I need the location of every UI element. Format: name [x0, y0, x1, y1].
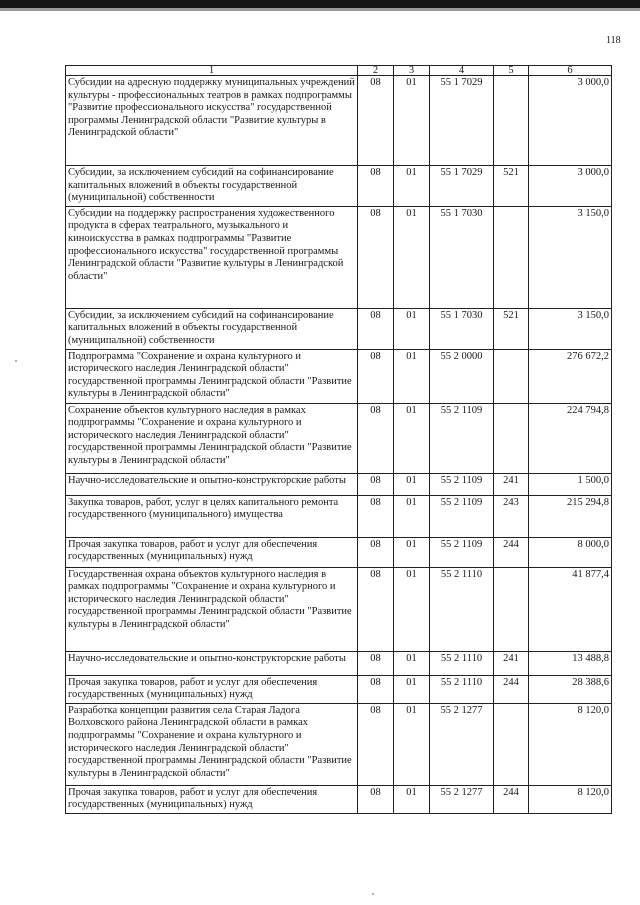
expense-type-code: [494, 403, 529, 473]
section-code: 08: [358, 473, 394, 495]
expense-type-code: 241: [494, 651, 529, 675]
section-code: 08: [358, 675, 394, 703]
subsection-code: 01: [394, 76, 430, 166]
column-header: 3: [394, 66, 430, 76]
row-name: Разработка концепции развития села Старая Ладога Волховского района Ленинградской области в рамках подпрограммы "Сохранение и охрана культурного и исторического наследия Ленинградской области" государственной программы Ленинградской области "Развитие культуры в Ленинградской области": [66, 703, 358, 785]
amount-value: 1 500,0: [529, 473, 612, 495]
table-row: [66, 349, 612, 403]
section-code: 08: [358, 403, 394, 473]
subsection-code: 01: [394, 166, 430, 207]
amount-value: 8 000,0: [529, 537, 612, 567]
row-name: Государственная охрана объектов культурного наследия в рамках подпрограммы "Сохранение и охрана культурного и исторического наследия Ленинградской области" государственной программы Ленинградской области "Развитие культуры в Ленинградской области": [66, 567, 358, 651]
header-row: [66, 66, 612, 76]
row-name: Субсидии, за исключением субсидий на софинансирование капитальных вложений в объекты государственной (муниципальной) собственности: [66, 308, 358, 349]
target-article-code: 55 2 1277: [430, 703, 494, 785]
section-code: 08: [358, 166, 394, 207]
subsection-code: 01: [394, 651, 430, 675]
amount-value: 28 388,6: [529, 675, 612, 703]
column-header: 1: [66, 66, 358, 76]
subsection-code: 01: [394, 349, 430, 403]
row-name: Субсидии, за исключением субсидий на софинансирование капитальных вложений в объекты государственной (муниципальной) собственности: [66, 166, 358, 207]
column-header: 5: [494, 66, 529, 76]
subsection-code: 01: [394, 403, 430, 473]
target-article-code: 55 1 7029: [430, 76, 494, 166]
expense-type-code: [494, 567, 529, 651]
amount-value: 8 120,0: [529, 703, 612, 785]
section-code: 08: [358, 785, 394, 813]
expense-type-code: [494, 703, 529, 785]
column-header: 4: [430, 66, 494, 76]
row-name: Субсидии на адресную поддержку муниципальных учреждений культуры - профессиональных театров в рамках подпрограммы "Развитие профессионального искусства" государственной программы Ленинградской области "Развитие культуры в Ленинградской области": [66, 76, 358, 166]
subsection-code: 01: [394, 206, 430, 308]
table-row: [66, 473, 612, 495]
table-row: [66, 703, 612, 785]
column-header: 2: [358, 66, 394, 76]
target-article-code: 55 2 1109: [430, 495, 494, 537]
section-code: 08: [358, 206, 394, 308]
target-article-code: 55 2 1277: [430, 785, 494, 813]
expense-type-code: 241: [494, 473, 529, 495]
row-name: Научно-исследовательские и опытно-конструкторские работы: [66, 651, 358, 675]
table-row: [66, 308, 612, 349]
target-article-code: 55 2 1109: [430, 537, 494, 567]
target-article-code: 55 2 1109: [430, 403, 494, 473]
subsection-code: 01: [394, 495, 430, 537]
target-article-code: 55 2 0000: [430, 349, 494, 403]
target-article-code: 55 1 7029: [430, 166, 494, 207]
section-code: 08: [358, 76, 394, 166]
row-name: Научно-исследовательские и опытно-конструкторские работы: [66, 473, 358, 495]
section-code: 08: [358, 703, 394, 785]
table-row: [66, 785, 612, 813]
column-header: 6: [529, 66, 612, 76]
expense-type-code: [494, 349, 529, 403]
target-article-code: 55 2 1109: [430, 473, 494, 495]
table-row: [66, 403, 612, 473]
expense-type-code: 244: [494, 675, 529, 703]
section-code: 08: [358, 308, 394, 349]
target-article-code: 55 2 1110: [430, 651, 494, 675]
scan-speck: [15, 360, 17, 362]
subsection-code: 01: [394, 703, 430, 785]
budget-table: [65, 65, 612, 814]
amount-value: 3 150,0: [529, 206, 612, 308]
row-name: Сохранение объектов культурного наследия в рамках подпрограммы "Сохранение и охрана культурного и исторического наследия Ленинградской области" государственной программы Ленинградской области "Развитие культуры в Ленинградской области": [66, 403, 358, 473]
expense-type-code: 521: [494, 166, 529, 207]
amount-value: 13 488,8: [529, 651, 612, 675]
row-name: Закупка товаров, работ, услуг в целях капитального ремонта государственного (муниципального) имущества: [66, 495, 358, 537]
expense-type-code: [494, 206, 529, 308]
amount-value: 224 794,8: [529, 403, 612, 473]
subsection-code: 01: [394, 537, 430, 567]
scan-top-shadow: [0, 8, 640, 11]
target-article-code: 55 2 1110: [430, 567, 494, 651]
subsection-code: 01: [394, 675, 430, 703]
expense-type-code: 244: [494, 537, 529, 567]
scan-top-border: [0, 0, 640, 8]
page-number: 118: [606, 35, 621, 46]
expense-type-code: 521: [494, 308, 529, 349]
subsection-code: 01: [394, 308, 430, 349]
row-name: Прочая закупка товаров, работ и услуг для обеспечения государственных (муниципальных) нужд: [66, 537, 358, 567]
subsection-code: 01: [394, 473, 430, 495]
section-code: 08: [358, 651, 394, 675]
amount-value: 276 672,2: [529, 349, 612, 403]
target-article-code: 55 1 7030: [430, 206, 494, 308]
row-name: Прочая закупка товаров, работ и услуг для обеспечения государственных (муниципальных) нужд: [66, 785, 358, 813]
scan-speck: [372, 893, 374, 895]
section-code: 08: [358, 495, 394, 537]
table-row: [66, 166, 612, 207]
table-row: [66, 567, 612, 651]
table-row: [66, 206, 612, 308]
table-row: [66, 651, 612, 675]
amount-value: 3 000,0: [529, 166, 612, 207]
expense-type-code: 243: [494, 495, 529, 537]
table-row: [66, 76, 612, 166]
subsection-code: 01: [394, 567, 430, 651]
row-name: Подпрограмма "Сохранение и охрана культурного и исторического наследия Ленинградской области" государственной программы Ленинградской области "Развитие культуры в Ленинградской области": [66, 349, 358, 403]
row-name: Субсидии на поддержку распространения художественного продукта в сферах театрального, музыкального и киноискусства в рамках подпрограммы "Развитие профессионального искусства" государственной программы Ленинградской области "Развитие культуры в Ленинградской области": [66, 206, 358, 308]
amount-value: 215 294,8: [529, 495, 612, 537]
section-code: 08: [358, 537, 394, 567]
table-row: [66, 495, 612, 537]
section-code: 08: [358, 567, 394, 651]
amount-value: 8 120,0: [529, 785, 612, 813]
expense-type-code: 244: [494, 785, 529, 813]
table-row: [66, 537, 612, 567]
amount-value: 3 150,0: [529, 308, 612, 349]
table-row: [66, 675, 612, 703]
amount-value: 3 000,0: [529, 76, 612, 166]
target-article-code: 55 1 7030: [430, 308, 494, 349]
subsection-code: 01: [394, 785, 430, 813]
target-article-code: 55 2 1110: [430, 675, 494, 703]
row-name: Прочая закупка товаров, работ и услуг для обеспечения государственных (муниципальных) нужд: [66, 675, 358, 703]
section-code: 08: [358, 349, 394, 403]
expense-type-code: [494, 76, 529, 166]
amount-value: 41 877,4: [529, 567, 612, 651]
